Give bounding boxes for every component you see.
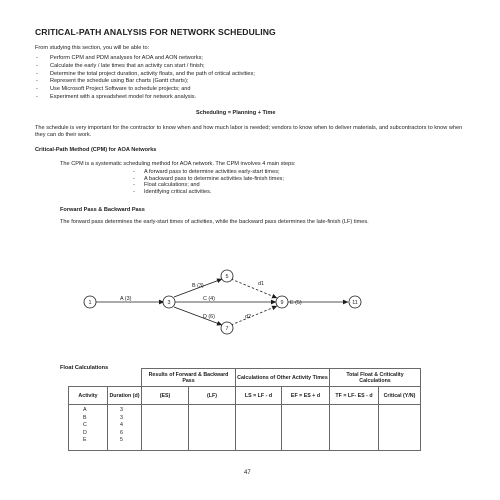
- arrow-d2: [231, 306, 277, 325]
- column-header: EF = ES + d: [282, 387, 330, 405]
- duration-cell: 6: [120, 429, 123, 436]
- page-title: CRITICAL-PATH ANALYSIS FOR NETWORK SCHEDULING: [35, 27, 276, 37]
- cpm-step-item: - Identifying critical activities.: [133, 189, 284, 196]
- activity-cell: E: [83, 437, 87, 443]
- activity-label-e: E (5): [290, 300, 302, 306]
- group-header: Total Float & Criticality Calculations: [330, 369, 421, 387]
- scheduling-equation: Scheduling = Planning + Time: [196, 110, 276, 116]
- objective-item: - Represent the schedule using Bar charts (Gantt charts);: [35, 78, 255, 86]
- column-header: Duration (d): [108, 387, 142, 405]
- intro-text: From studying this section, you will be able to:: [35, 45, 150, 51]
- duration-cell: 4: [120, 422, 123, 428]
- float-heading: Float Calculations: [60, 365, 109, 371]
- duration-cell: 3: [120, 407, 123, 413]
- activity-cell: B: [83, 414, 87, 421]
- passes-heading: Forward Pass & Backward Pass: [60, 207, 145, 213]
- column-header: LS = LF - d: [236, 387, 282, 405]
- arrow-d1: [231, 279, 277, 298]
- activity-label-d: D (6): [203, 314, 215, 320]
- activity-label-c: C (4): [203, 296, 215, 302]
- page-number: 47: [244, 470, 251, 476]
- objective-item: - Experiment with a spreadsheet model for network analysis.: [35, 94, 255, 102]
- cpm-step-item: - A backward pass to determine activities late-finish times;: [133, 176, 284, 183]
- cpm-step-item: - A forward pass to determine activities early-start times;: [133, 169, 284, 176]
- activity-column: [69, 405, 108, 451]
- column-header: (ES): [142, 387, 189, 405]
- node-label: 7: [225, 326, 229, 332]
- objective-item: - Calculate the early / late times that an activity can start / finish;: [35, 63, 255, 71]
- node-label: 5: [225, 274, 229, 280]
- es-column: [142, 405, 189, 451]
- lf-column: [189, 405, 236, 451]
- cpm-heading: Critical-Path Method (CPM) for AOA Networks: [35, 147, 157, 153]
- column-header: (LF): [189, 387, 236, 405]
- duration-column: [108, 405, 142, 451]
- ef-column: [282, 405, 330, 451]
- activity-label-b: B (3): [192, 283, 204, 289]
- node-label: 1: [88, 300, 92, 306]
- group-header: Calculations of Other Activity Times: [236, 369, 330, 387]
- objective-item: - Determine the total project duration, activity floats, and the path of critical activities;: [35, 71, 255, 79]
- float-calculation-table: [68, 368, 421, 451]
- critical-column: [379, 405, 421, 451]
- passes-paragraph: The forward pass determines the early-start times of activities, while the backward pass determines the late-finish (LF) times.: [60, 219, 369, 225]
- column-header: Critical (Y/N): [379, 387, 421, 405]
- activity-cell: D: [83, 429, 87, 436]
- activity-label-a: A (3): [120, 296, 132, 302]
- node-label: 3: [167, 300, 171, 306]
- group-header: Results of Forward & Backward Pass: [142, 369, 236, 387]
- duration-cell: 3: [120, 414, 123, 421]
- cpm-intro: The CPM is a systematic scheduling method for AOA network. The CPM involves 4 main steps:: [60, 161, 296, 167]
- schedule-paragraph: The schedule is very important for the contractor to know when and how much labor is needed; vendors to know when to deliver materials, and subcontractors to know when they can do their work.: [35, 125, 463, 139]
- dummy-label-d1: d1: [258, 281, 264, 287]
- node-label: 9: [280, 300, 284, 306]
- dummy-label-d2: d2: [245, 314, 251, 320]
- activity-cell: C: [83, 422, 87, 428]
- cpm-step-item: - Float calculations; and: [133, 182, 284, 189]
- blank-corner: [69, 369, 142, 387]
- tf-column: [330, 405, 379, 451]
- node-label: 11: [352, 300, 358, 306]
- column-header: TF = LF- ES - d: [330, 387, 379, 405]
- column-header: Activity: [69, 387, 108, 405]
- objective-item: - Perform CPM and PDM analyses for AOA and AON networks;: [35, 55, 255, 63]
- ls-column: [236, 405, 282, 451]
- objective-item: - Use Microsoft Project Software to schedule projects; and: [35, 86, 255, 94]
- duration-cell: 5: [120, 437, 123, 443]
- activity-cell: A: [83, 407, 87, 413]
